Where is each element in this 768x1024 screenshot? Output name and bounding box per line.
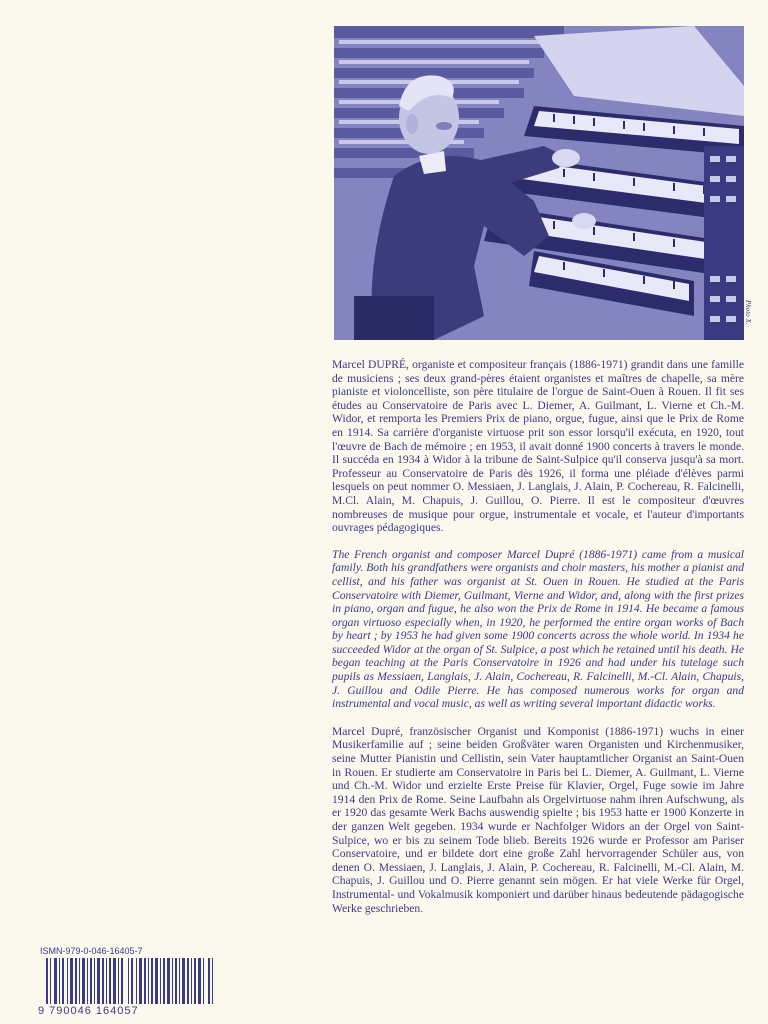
barcode-digits: 9 790046 164057 xyxy=(38,1004,238,1018)
biography-german: Marcel Dupré, französischer Organist und Komponist (1886-1971) wuchs in einer Musikerfamilie auf ; seine beiden Großväter waren Organisten und Kirchenmusiker, seine Mutter Pianistin und Cellistin, sein Vater hauptamtlicher Organist an Saint-Ouen in Rouen. Er studierte am Conservatoire in Paris bei L. Diemer, A. Guilmant, L. Vierne und Ch.-M. Widor und erzielte Erste Preise für Klavier, Orgel, Fuge sowie im Jahre 1914 den Prix de Rome. Seine Laufbahn als Orgelvirtuose nahm ihren Aufschwung, als er 1920 das gesamte Werk Bachs auswendig spielte ; bis 1953 hatte er 1900 Konzerte in der ganzen Welt gegeben. 1934 wurde er Nachfolger Widors an der Orgel von Saint-Sulpice, wo er bis zu seinem Tode blieb. Bereits 1926 wurde er Professor am Pariser Conservatoire, und er bildete dort eine große Zahl hervorragender Schüler aus, von denen O. Messiaen, J. Langlais, J. Alain, P. Cochereau, R. Falcinelli, M.-Cl. Alain, M. Chapuis, J. Guillou und O. Pierre genannt sein mögen. Er hat viele Werke für Orgel, Instrumental- und Vokalmusik komponiert und darüber hinaus bedeutende pädagogische Werke geschrieben. xyxy=(332,724,744,915)
biography-french: Marcel DUPRÉ, organiste et compositeur français (1886-1971) grandit dans une famille de musiciens ; ses deux grand-pères étaient organistes et maîtres de chapelle, sa mère pianiste et violoncelliste, son père titulaire de l'orgue de Saint-Ouen à Rouen. Il fit ses études au Conservatoire de Paris avec L. Diemer, A. Guilmant, L. Vierne et Ch.-M. Widor, et remporta les Premiers Prix de piano, orgue, fugue, ainsi que le Prix de Rome en 1914. Sa carrière d'organiste virtuose prit son essor lorsqu'il exécuta, en 1920, tout l'œuvre de Bach de mémoire ; en 1953, il avait donné 1900 concerts à travers le monde. Il succéda en 1934 à Widor à la tribune de Saint-Sulpice qu'il conserva jusqu'à sa mort. Professeur au Conservatoire de Paris dès 1926, il forma une pléiade d'élèves parmi lesquels on peut nommer O. Messiaen, J. Langlais, J. Alain, P. Cochereau, R. Falcinelli, M.Cl. Alain, M. Chapuis, J. Guillou, O. Pierre. Il est le compositeur d'œuvres nombreuses de musique pour orgue, instrumentale et vocale, et l'auteur d'importants ouvrages pédagogiques. xyxy=(332,358,744,535)
biography-text xyxy=(332,358,744,928)
organist-photo xyxy=(334,26,744,340)
photo-credit: Photo X. xyxy=(744,300,752,325)
biography-english: The French organist and composer Marcel Dupré (1886-1971) came from a musical family. Both his grandfathers were organists and choir masters, his mother a pianist and cellist, and his father was organist at St. Ouen in Rouen. He studied at the Paris Conservatoire with Diemer, Guilmant, Vierne and Widor, and, along with the first prizes in piano, organ and fugue, he also won the Prix de Rome in 1914. He became a famous organ virtuoso especially when, in 1920, he performed the entire organ works of Bach by heart ; by 1953 he had given some 1900 concerts across the whole world. In 1934 he succeeded Widor at the organ of St. Sulpice, a post which he retained until his death. He began teaching at the Paris Conservatoire in 1926 and had under his tutelage such pupils as Messiaen, Langlais, J. Alain, Cochereau, R. Falcinelli, M.-Cl. Alain, Chapuis, J. Guillou and Odile Pierre. He has composed numerous works for organ and instrumental and vocal music, as well as writing several important didactic works. xyxy=(332,547,744,711)
ismn-label: ISMN-979-0-046-16405-7 xyxy=(40,946,143,956)
